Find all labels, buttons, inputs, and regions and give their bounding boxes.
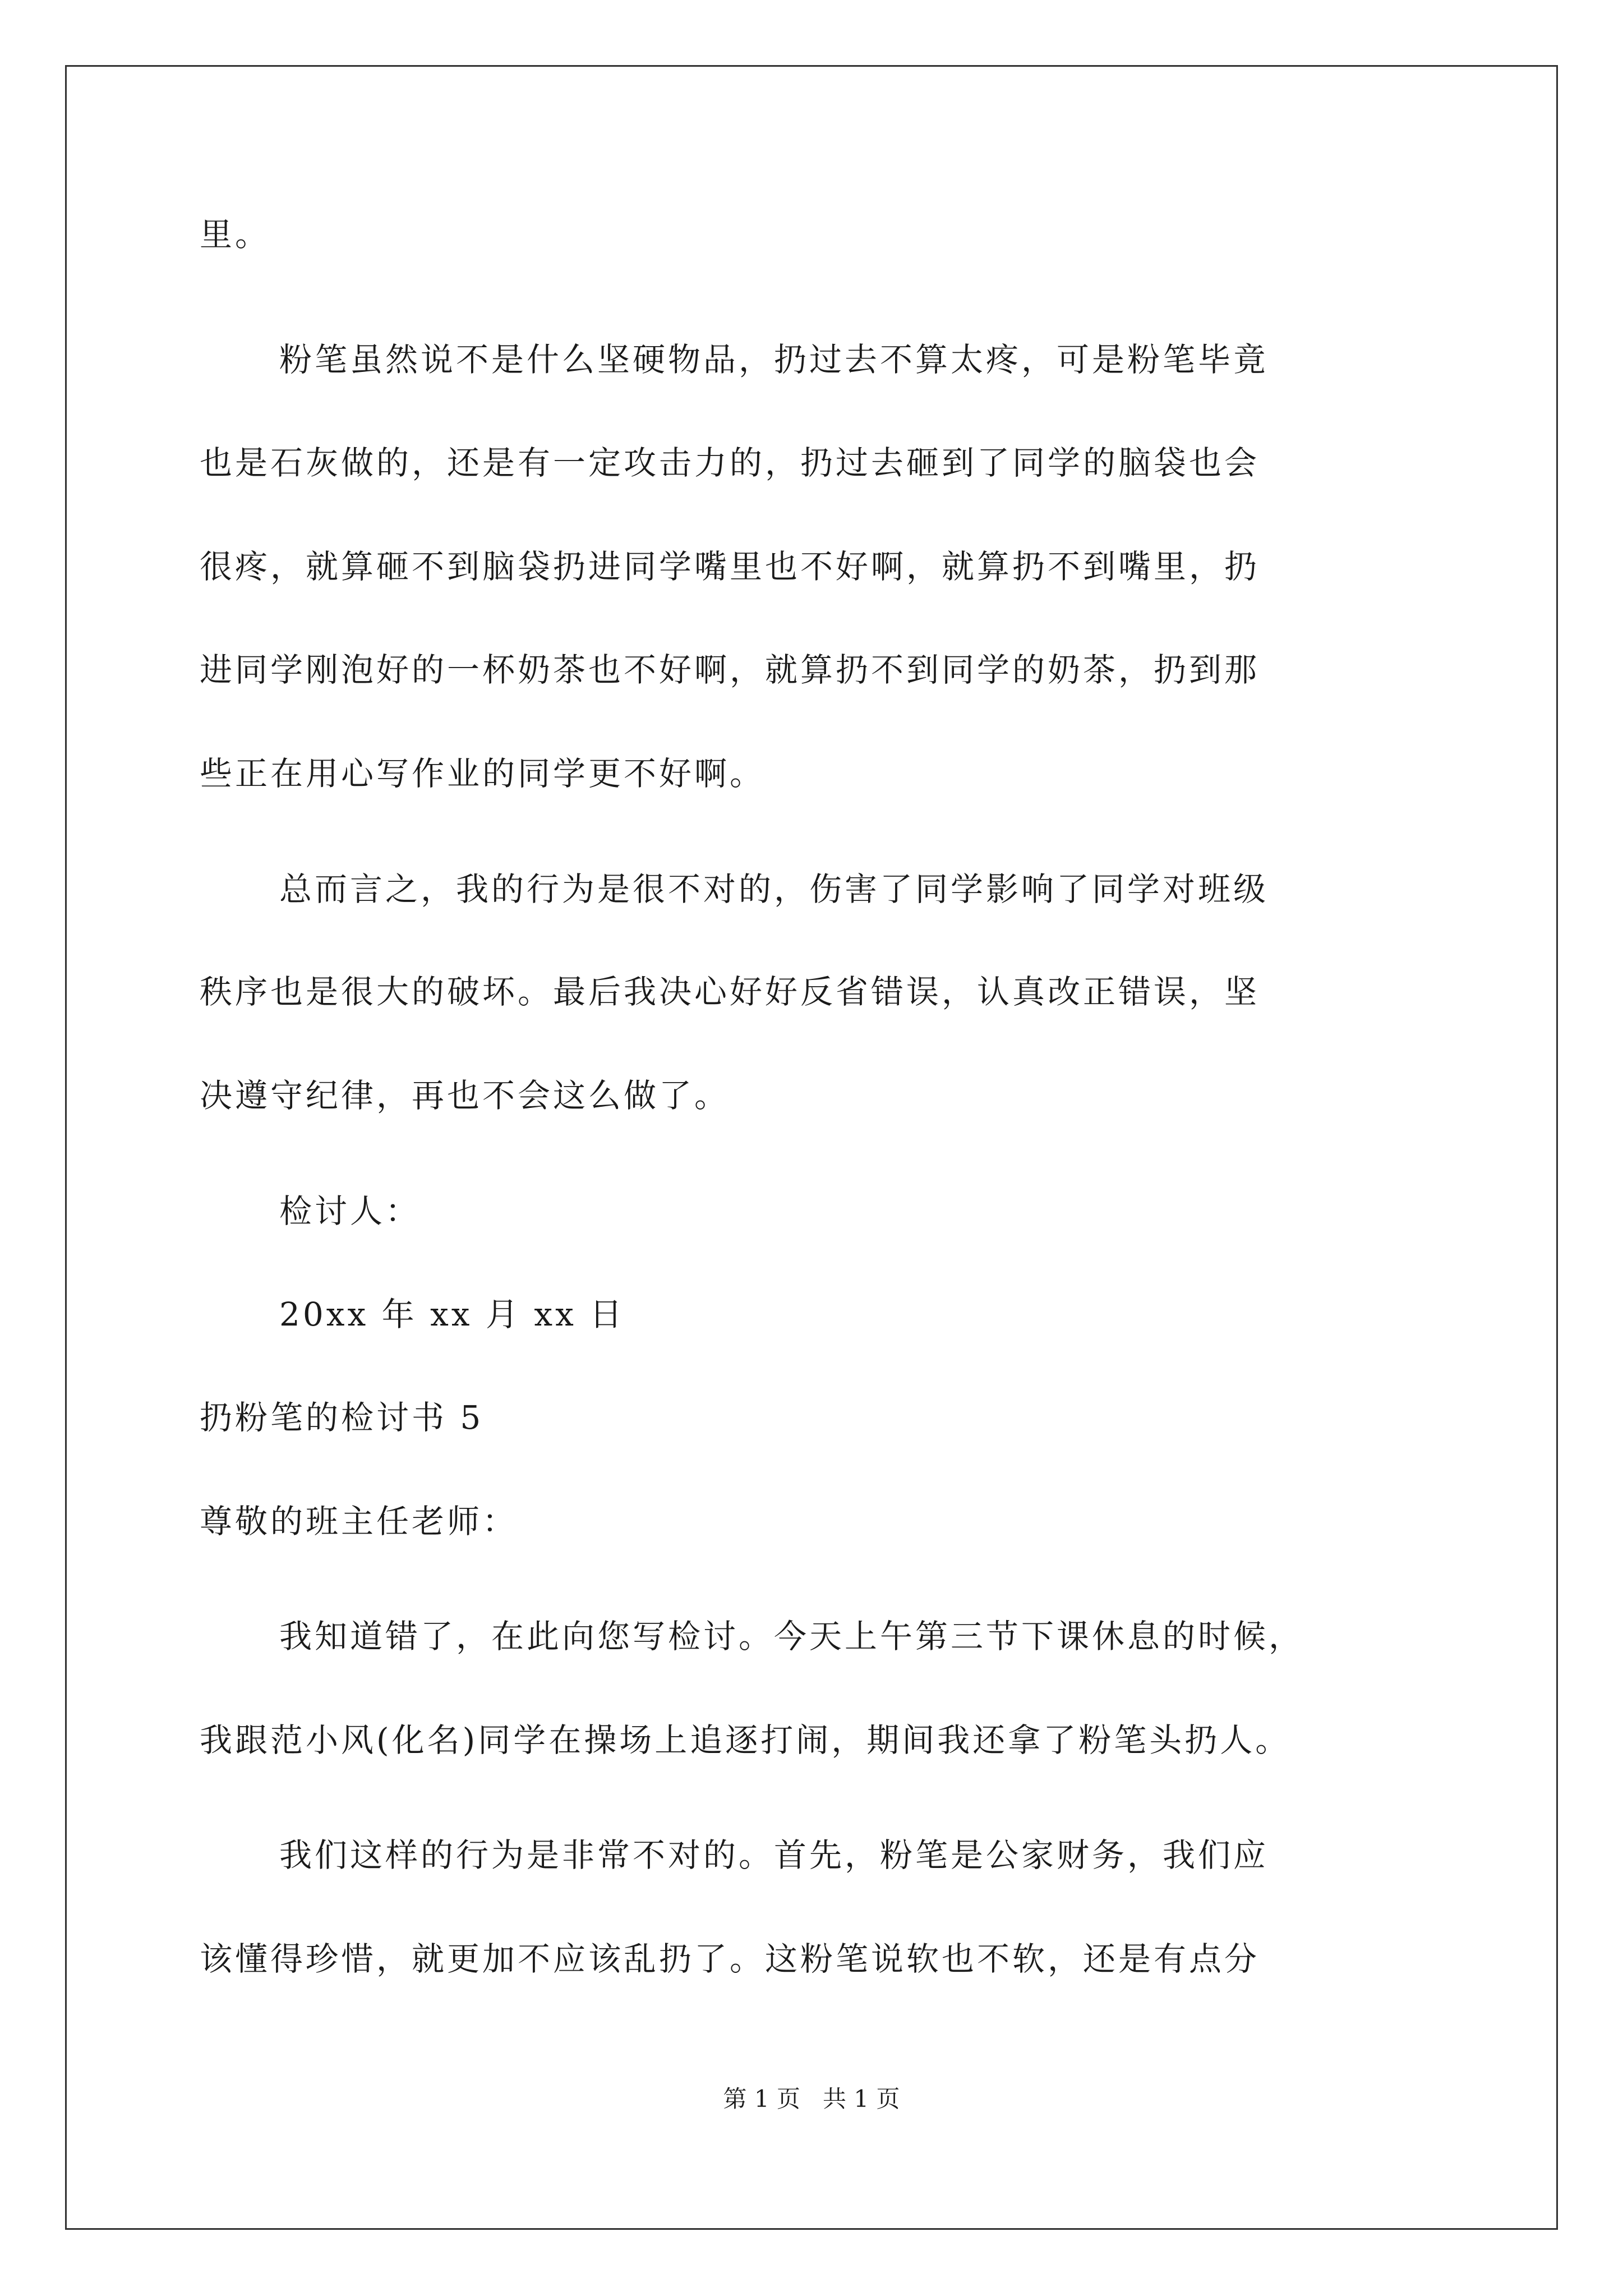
page-footer: 第 1 页 共 1 页 [723,2085,900,2113]
body-line: 我知道错了，在此向您写检讨。今天上午第三节下课休息的时候， [279,1617,1304,1655]
signer-label: 检讨人： [279,1192,421,1230]
body-line: 我们这样的行为是非常不对的。首先，粉笔是公家财务，我们应 [279,1836,1269,1874]
body-line: 我跟范小风(化名)同学在操场上追逐打闹，期间我还拿了粉笔头扔人。 [200,1721,1291,1759]
date-line: 20xx 年 xx 月 xx 日 [279,1295,625,1333]
salutation: 尊敬的班主任老师： [200,1502,518,1540]
body-line: 该懂得珍惜，就更加不应该乱扔了。这粉笔说软也不软，还是有点分 [200,1940,1260,1978]
body-line: 粉笔虽然说不是什么坚硬物品，扔过去不算太疼，可是粉笔毕竟 [279,341,1269,379]
body-line: 进同学刚泡好的一杯奶茶也不好啊，就算扔不到同学的奶茶，扔到那 [200,651,1260,689]
body-line: 总而言之，我的行为是很不对的，伤害了同学影响了同学对班级 [279,870,1269,908]
page-frame [65,65,1558,2230]
body-line: 些正在用心写作业的同学更不好啊。 [200,754,766,793]
body-line: 决遵守纪律，再也不会这么做了。 [200,1076,730,1115]
section-title: 扔粉笔的检讨书 5 [200,1398,484,1437]
body-line: 里。 [200,215,271,254]
body-line: 很疼，就算砸不到脑袋扔进同学嘴里也不好啊，就算扔不到嘴里，扔 [200,547,1260,586]
body-line: 秩序也是很大的破坏。最后我决心好好反省错误，认真改正错误，坚 [200,973,1260,1011]
body-line: 也是石灰做的，还是有一定攻击力的，扔过去砸到了同学的脑袋也会 [200,444,1260,482]
